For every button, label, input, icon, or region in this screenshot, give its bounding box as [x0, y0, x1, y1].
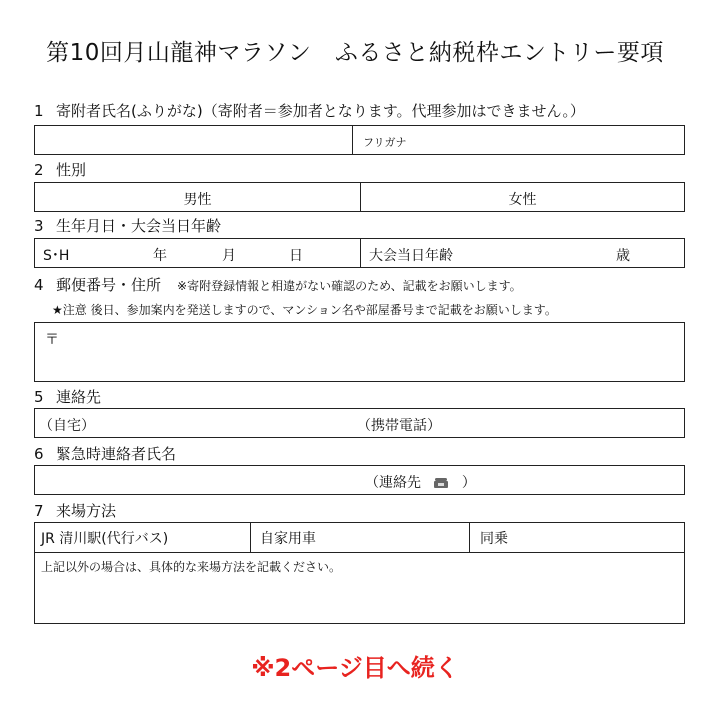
day-label: 日: [289, 248, 303, 264]
transport-other-field[interactable]: [35, 552, 684, 623]
birthdate-row: [34, 238, 685, 268]
bus-label: JR 清川駅(代行バス): [41, 531, 169, 547]
transport-option-rideshare[interactable]: [469, 523, 684, 552]
rideshare-label: 同乗: [480, 531, 508, 547]
section-title: 郵便番号・住所: [56, 276, 162, 294]
car-label: 自家用車: [260, 531, 316, 547]
gender-female-option[interactable]: [360, 183, 684, 211]
section-title: 生年月日・大会当日年齢: [56, 217, 222, 235]
section-title: 緊急時連絡者氏名: [56, 445, 177, 463]
contact-open-label: （連絡先: [365, 475, 421, 491]
section-number: 6: [34, 445, 44, 463]
female-label: 女性: [508, 192, 537, 208]
section-title: 寄附者氏名(ふりがな)（寄附者＝参加者となります。代理参加はできません。）: [56, 102, 585, 120]
address-field[interactable]: [34, 322, 685, 382]
transport-option-bus[interactable]: [35, 523, 250, 552]
section-number: 7: [34, 502, 44, 520]
postal-mark: 〒: [45, 332, 59, 348]
section-title: 連絡先: [56, 388, 102, 406]
emergency-contact-note: [365, 472, 476, 492]
name-row: [34, 125, 685, 155]
era-label: S･H: [43, 248, 70, 264]
gender-male-option[interactable]: [35, 183, 360, 211]
birthdate-field[interactable]: [35, 239, 360, 267]
age-field[interactable]: [360, 239, 684, 267]
name-field[interactable]: [35, 126, 352, 154]
continued-notice: ※2ページ目へ続く: [251, 654, 459, 682]
transport-table: [34, 522, 685, 624]
furigana-field[interactable]: [352, 126, 684, 154]
gender-row: [34, 182, 685, 212]
year-label: 年: [153, 248, 167, 264]
male-label: 男性: [183, 192, 212, 208]
address-note: ※寄附登録情報と相違がない確認のため、記載をお願いします。: [177, 279, 522, 293]
section-6-label: [34, 443, 176, 464]
section-title: 来場方法: [56, 502, 117, 520]
section-1-label: [34, 100, 585, 121]
age-label: 大会当日年齢: [369, 248, 453, 264]
transport-option-car[interactable]: [250, 523, 469, 552]
other-transport-note: 上記以外の場合は、具体的な来場方法を記載ください。: [41, 560, 342, 574]
section-number: 3: [34, 217, 44, 235]
section-title: 性別: [56, 161, 87, 179]
section-number: 2: [34, 161, 44, 179]
contact-row[interactable]: [34, 408, 685, 438]
section-7-label: [34, 500, 116, 521]
section-5-label: [34, 386, 101, 407]
age-unit: 歳: [616, 248, 630, 264]
section-3-label: [34, 215, 221, 236]
section-number: 4: [34, 276, 44, 294]
page-title: 第10回月山龍神マラソン ふるさと納税枠エントリー要項: [46, 40, 664, 66]
emergency-contact-field[interactable]: [34, 465, 685, 495]
telephone-icon: [433, 478, 449, 488]
furigana-label: フリガナ: [363, 136, 407, 149]
month-label: 月: [222, 248, 236, 264]
section-2-label: [34, 159, 86, 180]
mobile-phone-label: （携帯電話）: [357, 418, 441, 434]
contact-close-label: ）: [461, 475, 476, 491]
address-warning: ★注意 後日、参加案内を発送しますので、マンション名や部屋番号まで記載をお願いします。: [52, 303, 557, 317]
home-phone-label: （自宅）: [39, 418, 95, 434]
section-number: 5: [34, 388, 44, 406]
section-number: 1: [34, 102, 44, 120]
section-4-label: [34, 274, 522, 295]
